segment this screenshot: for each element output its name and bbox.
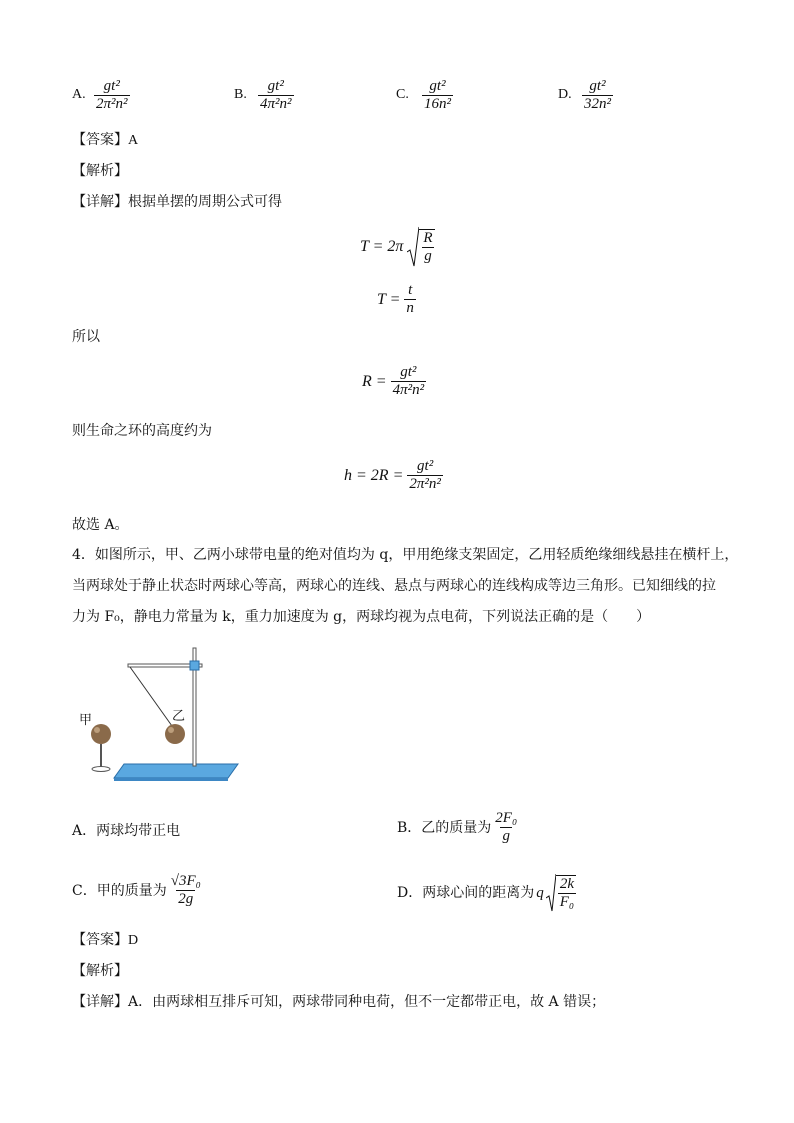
q4-figure [72,640,292,790]
option-b-text: B．乙的质量为 [397,819,492,836]
option-d-den: 32n² [584,96,611,112]
jia-support-base [92,767,110,772]
q4-stem-line-1: 4．如图所示，甲、乙两小球带电量的绝对值均为 q，甲用绝缘支架固定，乙用轻质绝缘细线悬挂在横杆上， [72,547,739,563]
equation-period [360,226,435,268]
answer-value: D [128,933,139,948]
option-d-sqrt [546,873,576,913]
prev-analysis-label: 【解析】 [72,163,128,179]
option-d-formula [582,78,613,113]
eq1-lhs: T = 2π [360,238,404,255]
option-b-num: gt² [267,78,284,94]
equation-period-count [377,282,416,317]
option-c-den: 16n² [424,96,451,112]
q4-stem-line-2: 当两球处于静止状态时两球心等高，两球心的连线、悬点与两球心的连线构成等边三角形。已知细线的拉 [72,578,716,594]
option-b-letter: B. [234,87,247,102]
option-a-letter: A. [72,87,86,102]
eq1-den: g [424,248,432,264]
label-jia: 甲 [79,713,93,728]
option-c-num: gt² [429,78,446,94]
eq3-num: gt² [400,364,417,380]
stand-base-edge [114,778,228,781]
option-d-text: D．两球心间的距离为 [397,885,535,901]
option-d-num: gt² [589,78,606,94]
prev-detail [72,192,282,212]
detail-text: A．由两球相互排斥可知，两球带同种电荷，但不一定都带正电，故 A 错误； [128,994,606,1010]
eq1-num: R [423,230,433,246]
ball-jia [91,724,111,744]
option-b-fraction [493,810,519,845]
option-c-fraction [169,873,203,908]
eq1-radicand [419,229,434,265]
option-c-formula [422,78,453,113]
eq2-fraction [404,282,416,317]
option-d-den: F₀ [559,894,575,910]
option-a-formula [94,78,130,113]
option-d-q: q [536,885,544,901]
option-a-den: 2π²n² [96,96,128,112]
option-a-num: gt² [103,78,120,94]
equation-radius [362,364,426,399]
option-b-den: 4π²n² [260,96,292,112]
option-c-num: √3F₀ [170,873,201,889]
option-c-letter: C. [396,87,409,102]
equation-height [344,458,443,493]
radical-sign-icon [546,873,556,913]
option-d-letter: D. [558,87,572,102]
so-text: 所以 [72,329,100,345]
option-c-den: 2g [178,891,194,907]
option-b-den: g [502,828,510,844]
option-c-text: C．甲的质量为 [72,882,167,899]
option-b-num: 2F₀ [495,810,518,826]
eq2-lhs: T = [377,290,401,308]
detail-text: 根据单摆的周期公式可得 [128,194,282,210]
q4-option-a: A．两球均带正电 [72,823,181,839]
clamp [190,661,199,670]
eq2-den: n [406,300,414,316]
prev-answer [72,130,138,151]
prev-conclusion: 故选 A。 [72,517,129,533]
answer-label: 【答案】 [72,932,128,948]
detail-label: 【详解】 [72,194,128,210]
eq3-lhs: R = [362,372,387,390]
eq3-den: 4π²n² [392,382,425,398]
q4-option-d [397,873,576,913]
q4-answer [72,930,138,951]
eq2-num: t [408,282,413,298]
answer-label: 【答案】 [72,132,128,148]
detail-label: 【详解】 [72,994,128,1010]
option-d-num: 2k [559,876,575,892]
q4-option-b [397,810,519,845]
label-yi: 乙 [172,709,186,724]
option-b-formula [258,78,294,113]
eq4-lhs: h = 2R = [344,466,404,484]
radical-sign-icon [407,226,419,268]
eq4-den: 2π²n² [409,476,441,492]
answer-value: A [128,133,139,148]
ball-yi [165,724,185,744]
eq4-num: gt² [417,458,434,474]
q4-detail [72,992,605,1012]
sqrt-symbol [407,226,434,268]
q4-option-c [72,873,203,908]
q4-stem-line-3: 力为 F₀，静电力常量为 k，重力加速度为 g，两球均视为点电荷，下列说法正确的是（ ） [72,609,651,625]
eq3-fraction [391,364,427,399]
q4-analysis-label: 【解析】 [72,963,128,979]
option-d-radicand [556,875,576,911]
string [130,667,172,726]
stand-base [114,764,238,778]
height-text: 则生命之环的高度约为 [72,423,212,439]
eq4-fraction [407,458,443,493]
prev-options-row [72,78,772,112]
